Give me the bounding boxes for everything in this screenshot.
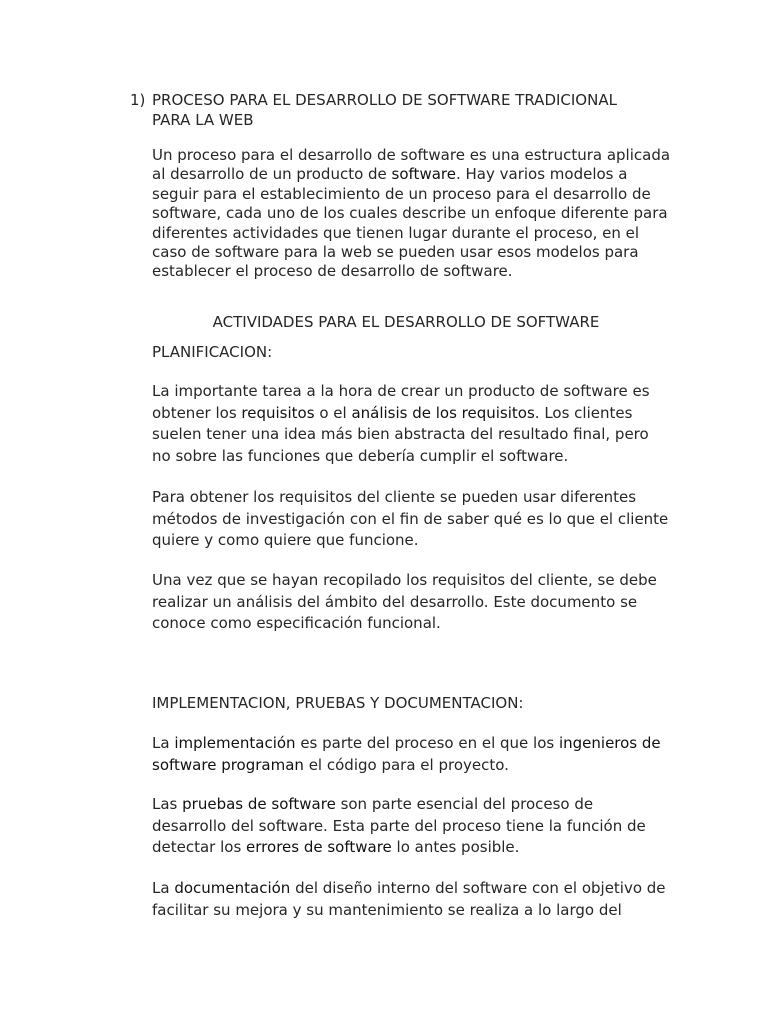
link-analisis-requisitos[interactable]: análisis de los requisitos [351, 403, 535, 422]
implementation-paragraph-3 [152, 878, 672, 921]
link-pruebas-software[interactable]: pruebas de software [182, 795, 336, 813]
section-heading [130, 90, 650, 130]
planning-paragraph-1 [152, 381, 672, 468]
planning-paragraph-2: Para obtener los requisitos del cliente se pueden usar diferentes métodos de investigación con el fin de saber qué es lo que el cliente quiere y como quiere que funcione. [152, 488, 669, 550]
implementation-title: IMPLEMENTACION, PRUEBAS Y DOCUMENTACION: [152, 694, 524, 712]
link-errores-software[interactable]: errores de software [246, 838, 392, 857]
link-documentacion[interactable]: documentación [174, 879, 291, 897]
impl-p1-text-b: es parte del proceso en el que los [295, 734, 559, 752]
activities-title: ACTIVIDADES PARA EL DESARROLLO DE SOFTWARE [212, 313, 600, 331]
implementation-paragraph-2 [152, 794, 672, 859]
planning-paragraph-3: Una vez que se hayan recopilado los requisitos del cliente, se debe realizar un análisis del ámbito del desarrollo. Este documento se conoce como especificación funcional. [152, 571, 657, 633]
implementation-paragraph-1 [152, 733, 672, 776]
planning-p1-text-a: La importante tarea a la hora de crear un producto de software es obtener los [152, 382, 650, 422]
heading-number: 1) [130, 91, 146, 109]
intro-text-b: . Hay varios modelos a seguir para el establecimiento de un proceso para el desarrollo de software, cada uno de los cuales describe un enfoque diferente para diferentes actividades que tienen lugar durante el proceso, en el caso de software para la web se pueden usar esos modelos para establecer el proceso de desarrollo de software. [152, 165, 668, 281]
intro-text-a: Un proceso para el desarrollo de software es una estructura aplicada al desarrollo de un producto de [152, 146, 671, 184]
link-implementacion[interactable]: implementación [174, 734, 296, 752]
link-software[interactable]: software [391, 165, 456, 184]
impl-p2-text-b: son parte esencial del proceso de desarrollo del software. Esta parte del proceso tiene la función de detectar los [152, 795, 646, 857]
planning-p1-text-b: o el [314, 403, 352, 422]
heading-title: PROCESO PARA EL DESARROLLO DE SOFTWARE TRADICIONAL PARA LA WEB [152, 91, 617, 129]
impl-p1-text-a: La [152, 734, 175, 752]
impl-p3-text-a: La [152, 879, 175, 897]
impl-p2-text-a: Las [152, 795, 183, 813]
planning-p1-text-c: . Los clientes suelen tener una idea más bien abstracta del resultado final, pero no sobre las funciones que debería cumplir el software. [152, 403, 649, 466]
impl-p2-text-c: lo antes posible. [391, 838, 520, 857]
link-ingenieros-software[interactable]: ingenieros de software [152, 734, 661, 774]
intro-paragraph [152, 146, 672, 282]
link-requisitos[interactable]: requisitos [241, 403, 315, 422]
planning-title: PLANIFICACION: [152, 343, 273, 361]
impl-p1-text-d: el código para el proyecto. [303, 755, 509, 774]
link-programan[interactable]: programan [221, 755, 304, 774]
impl-p3-text-b: del diseño interno del software con el objetivo de facilitar su mejora y su mantenimiento se realiza a lo largo del [152, 879, 666, 919]
